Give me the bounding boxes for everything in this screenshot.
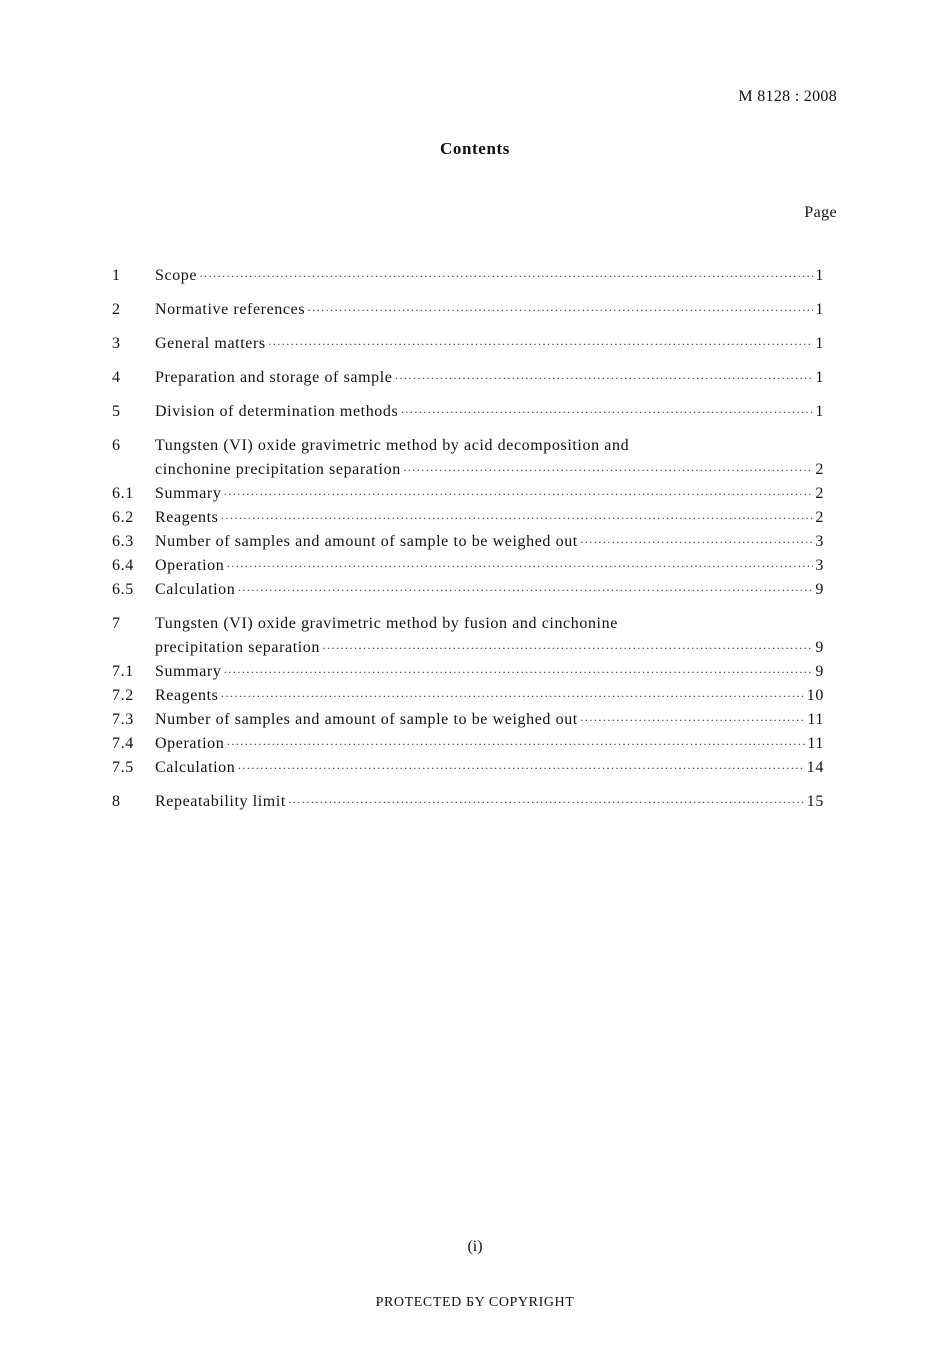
toc-entry [112,612,824,660]
dot-leader [223,660,813,684]
document-number: M 8128 : 2008 [738,88,837,105]
toc-entry-title: Number of samples and amount of sample to be weighed out [155,711,578,728]
dot-leader [322,636,813,660]
toc-entry-number: 6.3 [112,533,134,550]
dot-leader [288,790,805,814]
toc-entry [112,530,824,554]
toc-entry-page: 11 [807,735,824,752]
toc-entry [112,790,824,814]
toc-entry-line [155,660,824,684]
dot-leader [199,264,813,288]
toc-entry [112,708,824,732]
toc-entry-body [155,578,824,602]
toc-entry-title: Summary [155,485,222,502]
toc-entry [112,264,824,288]
toc-entry-title: Summary [155,663,222,680]
toc-entry-page: 10 [806,687,824,704]
toc-entry-title: Operation [155,735,225,752]
toc-entry-page: 1 [815,267,824,284]
toc-entry [112,756,824,780]
toc-entry-body [155,482,824,506]
toc-entry [112,684,824,708]
toc-entry [112,732,824,756]
toc-entry-body [155,434,824,482]
toc-entry-number: 6.4 [112,557,134,574]
toc-entry-page: 2 [815,509,824,526]
toc-entry-body [155,400,824,424]
dot-leader [268,332,814,356]
dot-leader [220,684,804,708]
toc-entry-line [155,506,824,530]
copyright-notice: PROTECTED БY COPYRIGHT [375,1295,575,1310]
toc-entry [112,482,824,506]
dot-leader [400,400,813,424]
toc-entry-title: Reagents [155,687,219,704]
dot-leader [307,298,813,322]
toc-entry [112,400,824,424]
toc-entry-body [155,366,824,390]
toc-entry-page: 14 [806,759,824,776]
toc-entry-body [155,612,824,660]
toc-entry-line [155,790,824,814]
toc-entry-body [155,790,824,814]
toc-entry-number: 8 [112,793,121,810]
toc-entry-body [155,332,824,356]
dot-leader [220,506,813,530]
toc-entry-page: 1 [815,369,824,386]
toc-entry-title: Number of samples and amount of sample to be weighed out [155,533,578,550]
dot-leader [403,458,814,482]
toc-entry-number: 1 [112,267,121,284]
toc-entry-title: Tungsten (VI) oxide gravimetric method by fusion and cinchonine [155,615,618,632]
toc-entry-title: Preparation and storage of sample [155,369,393,386]
toc-entry-title: Normative references [155,301,306,318]
toc-entry-line [155,366,824,390]
toc-entry-title: cinchonine precipitation separation [155,461,401,478]
dot-leader [237,578,813,602]
toc-entry-body [155,660,824,684]
toc-entry-page: 1 [815,403,824,420]
toc-entry-number: 7.3 [112,711,134,728]
toc-entry-line [155,482,824,506]
toc-entry-page: 1 [815,335,824,352]
toc-entry-line [155,264,824,288]
toc-entry-title: General matters [155,335,266,352]
dot-leader [223,482,813,506]
toc-entry-body [155,264,824,288]
toc-entry-body [155,732,824,756]
dot-leader [580,530,814,554]
toc-entry-number: 7 [112,615,121,632]
toc-entry-title: precipitation separation [155,639,321,656]
toc-entry [112,366,824,390]
toc-entry-number: 3 [112,335,121,352]
toc-entry-page: 11 [807,711,824,728]
toc-entry-line [155,554,824,578]
toc-entry-page: 2 [815,485,824,502]
dot-leader [226,554,813,578]
dot-leader [237,756,804,780]
toc-entry-body [155,684,824,708]
toc-entry-line [155,578,824,602]
toc-entry-page: 9 [815,639,824,656]
page-column-header: Page [804,204,837,221]
dot-leader [395,366,814,390]
toc-entry-number: 4 [112,369,121,386]
toc-entry-line [155,708,824,732]
toc-entry-number: 7.1 [112,663,134,680]
toc-entry-line [155,612,824,636]
toc-entry-line [155,458,824,482]
toc-entry-line [155,530,824,554]
toc-entry [112,660,824,684]
toc-entry [112,434,824,482]
toc-entry [112,298,824,322]
toc-entry-title: Reagents [155,509,219,526]
table-of-contents [112,264,824,814]
toc-entry-page: 9 [815,581,824,598]
toc-entry-line [155,298,824,322]
toc-entry-page: 3 [815,557,824,574]
toc-entry-line [155,434,824,458]
toc-entry-body [155,708,824,732]
toc-entry-line [155,756,824,780]
toc-entry-number: 6 [112,437,121,454]
toc-entry-body [155,530,824,554]
toc-entry [112,506,824,530]
toc-entry-body [155,554,824,578]
toc-entry-title: Operation [155,557,225,574]
toc-entry-title: Calculation [155,581,236,598]
toc-entry-line [155,732,824,756]
toc-entry-line [155,636,824,660]
toc-entry [112,554,824,578]
footer-page-number: (i) [467,1238,483,1255]
dot-leader [226,732,805,756]
toc-entry-title: Calculation [155,759,236,776]
toc-entry-number: 7.4 [112,735,134,752]
toc-entry-page: 2 [815,461,824,478]
toc-entry [112,332,824,356]
toc-entry-body [155,506,824,530]
toc-entry-line [155,332,824,356]
toc-entry-number: 7.2 [112,687,134,704]
toc-entry-page: 9 [815,663,824,680]
toc-entry-page: 15 [806,793,824,810]
dot-leader [580,708,806,732]
toc-entry-title: Scope [155,267,198,284]
page-title: Contents [440,139,510,158]
toc-entry-body [155,298,824,322]
toc-entry-number: 7.5 [112,759,134,776]
toc-entry-title: Tungsten (VI) oxide gravimetric method by acid decomposition and [155,437,630,454]
toc-entry-line [155,684,824,708]
toc-entry-page: 1 [815,301,824,318]
toc-entry-number: 2 [112,301,121,318]
toc-entry-number: 6.5 [112,581,134,598]
toc-entry-number: 5 [112,403,121,420]
toc-entry-number: 6.2 [112,509,134,526]
toc-entry-number: 6.1 [112,485,134,502]
toc-entry-body [155,756,824,780]
toc-entry-title: Division of determination methods [155,403,399,420]
toc-entry-title: Repeatability limit [155,793,286,810]
toc-entry-page: 3 [815,533,824,550]
toc-entry [112,578,824,602]
toc-entry-line [155,400,824,424]
